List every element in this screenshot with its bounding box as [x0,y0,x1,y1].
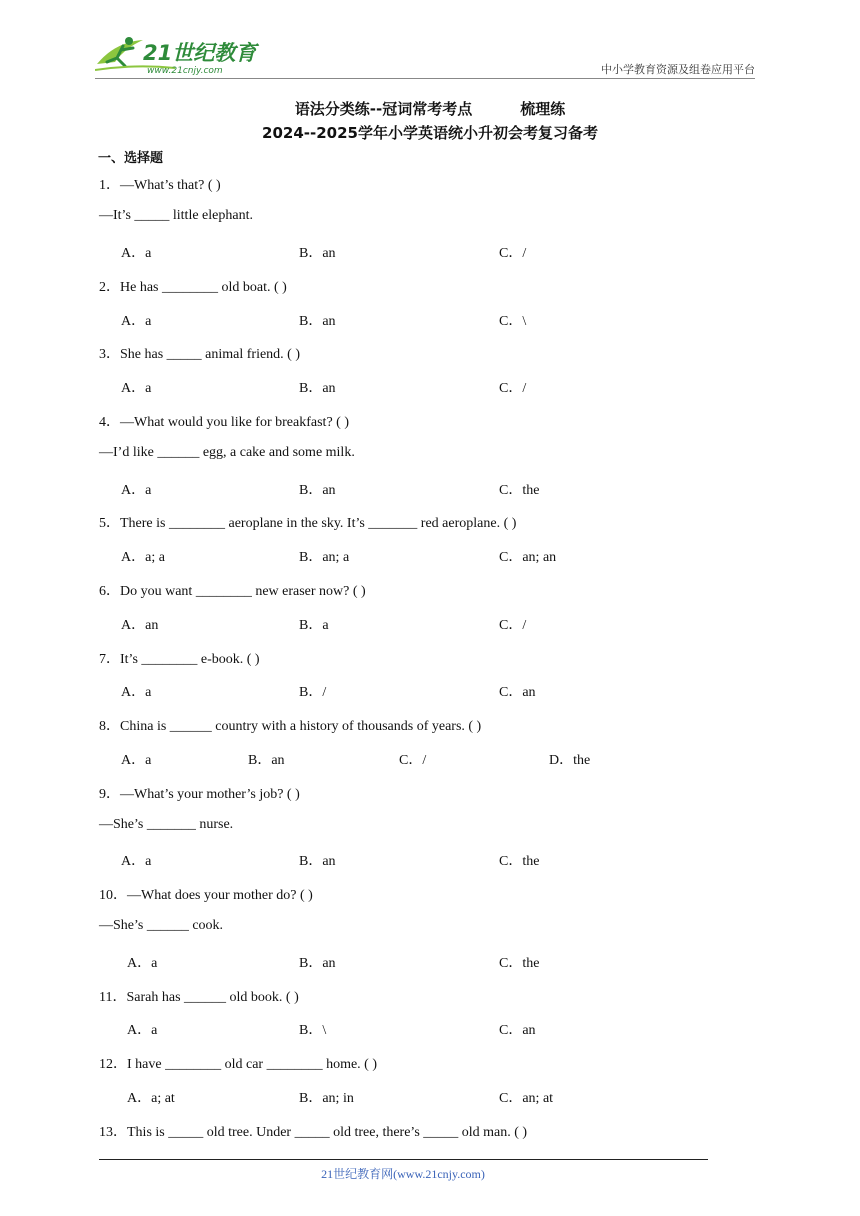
title-tag: 梳理练 [520,100,566,118]
q11-option-b[interactable]: B．\ [299,1023,327,1038]
q12-option-b[interactable]: B．an; in [299,1091,354,1106]
q5-option-c[interactable]: C．an; an [499,550,557,565]
q11-option-a[interactable]: A．a [127,1023,158,1038]
q5-option-a[interactable]: A．a; a [121,550,165,565]
q4-option-b[interactable]: B．an [299,483,336,498]
q1-option-b[interactable]: B．an [299,246,336,261]
q3-option-a[interactable]: A．a [121,381,152,396]
question-5: 5．There is ________ aeroplane in the sky. It’s _______ red aeroplane. ( ) [99,516,517,531]
question-1: 1．—What’s that? ( ) [99,178,221,193]
q8-option-a[interactable]: A．a [121,753,152,768]
q10-option-c[interactable]: C．the [499,956,540,971]
logo-url: www.21cnjy.com [147,66,223,76]
q1-option-c[interactable]: C．/ [499,246,527,261]
document-subtitle: 2024--2025学年小学英语统小升初会考复习备考 [262,124,598,142]
q2-option-b[interactable]: B．an [299,314,336,329]
logo-text: 21世纪教育 [143,41,257,65]
q4-option-c[interactable]: C．the [499,483,540,498]
q9-option-c[interactable]: C．the [499,854,540,869]
question-9-answer-line: —She’s _______ nurse. [99,817,234,832]
q1-option-a[interactable]: A．a [121,246,152,261]
question-7: 7．It’s ________ e-book. ( ) [99,652,260,667]
logo-head [125,37,133,45]
q2-option-a[interactable]: A．a [121,314,152,329]
footer-divider [99,1159,708,1160]
q12-option-c[interactable]: C．an; at [499,1091,554,1106]
question-10: 10．—What does your mother do? ( ) [99,888,313,903]
question-3: 3．She has _____ animal friend. ( ) [99,347,301,362]
q6-option-a[interactable]: A．an [121,618,159,633]
question-9: 9．—What’s your mother’s job? ( ) [99,787,300,802]
q5-option-b[interactable]: B．an; a [299,550,350,565]
question-6: 6．Do you want ________ new eraser now? ( ) [99,584,366,599]
page-header [95,34,755,79]
question-13: 13．This is _____ old tree. Under _____ old tree, there’s _____ old man. ( ) [99,1125,528,1140]
platform-name: 中小学教育资源及组卷应用平台 [601,63,755,76]
q12-option-a[interactable]: A．a; at [127,1091,175,1106]
document-title [0,98,860,119]
q11-option-c[interactable]: C．an [499,1023,536,1038]
question-4-answer-line: —I’d like ______ egg, a cake and some milk. [99,445,355,460]
question-2: 2．He has ________ old boat. ( ) [99,280,287,295]
section-heading: 一、选择题 [98,151,164,166]
question-1-answer-line: —It’s _____ little elephant. [99,208,253,223]
title-main: 语法分类练--冠词常考考点 [294,100,473,118]
q6-option-b[interactable]: B．a [299,618,329,633]
question-12: 12．I have ________ old car ________ home. ( ) [99,1057,377,1072]
q7-option-b[interactable]: B．/ [299,685,327,700]
q3-option-b[interactable]: B．an [299,381,336,396]
question-10-answer-line: —She’s ______ cook. [99,918,224,933]
q7-option-a[interactable]: A．a [121,685,152,700]
q3-option-c[interactable]: C．/ [499,381,527,396]
q8-option-d[interactable]: D．the [549,753,591,768]
q8-option-b[interactable]: B．an [248,753,285,768]
q4-option-a[interactable]: A．a [121,483,152,498]
q7-option-c[interactable]: C．an [499,685,536,700]
q9-option-b[interactable]: B．an [299,854,336,869]
q10-option-b[interactable]: B．an [299,956,336,971]
question-4: 4．—What would you like for breakfast? ( ) [99,415,349,430]
question-11: 11．Sarah has ______ old book. ( ) [99,990,299,1005]
q9-option-a[interactable]: A．a [121,854,152,869]
question-8: 8．China is ______ country with a history of thousands of years. ( ) [99,719,482,734]
footer-link[interactable]: 21世纪教育网(www.21cnjy.com) [321,1167,485,1181]
q6-option-c[interactable]: C．/ [499,618,527,633]
21cnjy-logo [95,34,265,78]
q8-option-c[interactable]: C．/ [399,753,427,768]
q10-option-a[interactable]: A．a [127,956,158,971]
q2-option-c[interactable]: C．\ [499,314,527,329]
